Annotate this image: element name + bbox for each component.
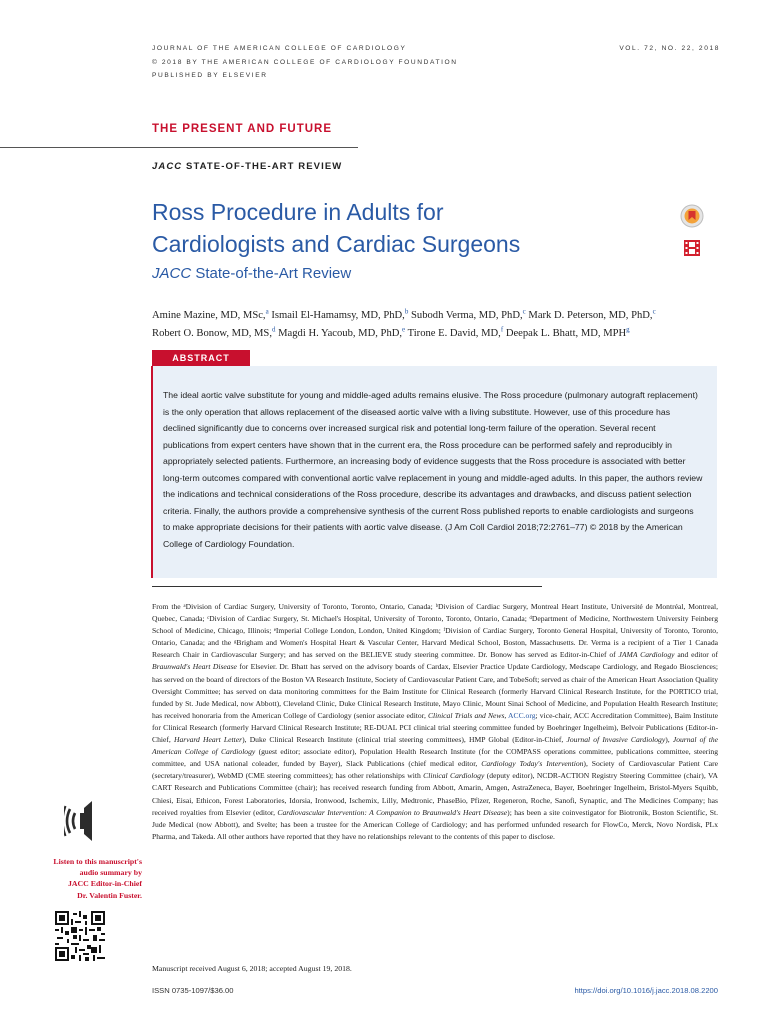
subtitle-rest: State-of-the-Art Review <box>191 265 352 282</box>
author: Amine Mazine, MD, MSc,$^a$ <box>152 307 269 321</box>
issn: ISSN 0735-1097/$36.00 <box>152 986 234 995</box>
crossmark-icon[interactable] <box>680 204 704 233</box>
author-list <box>152 304 722 341</box>
section-label: THE PRESENT AND FUTURE <box>152 123 333 135</box>
author: Ismail El-Hamamsy, MD, PhD,$^b$ <box>271 307 409 321</box>
acc-link[interactable]: ACC.org <box>508 710 536 720</box>
volume-info: VOL. 72, NO. 22, 2018 <box>619 45 720 52</box>
article-subtitle <box>152 265 351 282</box>
author: Magdi H. Yacoub, MD, PhD,$^e$ <box>278 325 406 340</box>
affiliations-disclosures: From the ᵃDivision of Cardiac Surgery, University of Toronto, Toronto, Ontario, Canada; ᵇDivision of Cardiac Surgery, Montreal Heart Institute, Université de Montréal, Montreal, Quebec, Canada; ᶜDivision of Cardiac Surgery, St. Michael's Hospital, University of Toronto, Toronto, Ontario, Canada; ᵈDepartment of Medicine, Northwestern University Feinberg School of Medicine, Chicago, Illinois; ᵉImperial College London, London, United Kingdom; ᶠDivision of Cardiac Surgery, Toronto General Hospital, University of Toronto, Toronto, Ontario, Canada; and the ᵍBrigham and Women's Hospital Heart & Vascular Center, Harvard Medical School, Boston, Massachusetts. Dr. Verma is a recipient of a Tier 1 Canada Research Chair in Cardiovascular Surgery; and has served on the BELIEVE study steering committee. Dr. Bonow has served as Editor-in-Chief of JAMA Cardiology and editor of Braunwald's Heart Disease for Elsevier. Dr. Bhatt has served on the advisory boards of Cardax, Elsevier Practice Update Cardiology, Medscape Cardiology, and Regado Biosciences; has served on the board of directors of the Boston VA Research Institute, Society of Cardiovascular Patient Care, and TobeSoft; served as chair of the American Heart Association Quality Oversight Committee; has served on data monitoring committees for the Baim Institute for Clinical Research (formerly Harvard Clinical Research Institute, for the PORTICO trial, funded by St. Jude Medical, now Abbott), Cleveland Clinic, Duke Clinical Research Institute, Mayo Clinic, Mount Sinai School of Medicine, and Population Health Research Institute; has received honoraria from the American College of Cardiology (senior associate editor, Clinical Trials and News, ACC.org; vice-chair, ACC Accreditation Committee), Baim Institute for Clinical Research (formerly Harvard Clinical Research Institute; RE-DUAL PCI clinical trial steering committee funded by Boehringer Ingelheim), Belvoir Publications (Editor-in-Chief, Harvard Heart Letter), Duke Clinical Research Institute (clinical trial steering committees), HMP Global (Editor-in-Chief, Journal of Invasive Cardiology), Journal of the American College of Cardiology (guest editor; associate editor), Population Health Research Institute (for the COMPASS operations committee, publications committee, steering committee, and USA national coleader, funded by Bayer), Slack Publications (chief medical editor, Cardiology Today's Intervention), Society of Cardiovascular Patient Care (secretary/treasurer), WebMD (CME steering committees); has other relationships with Clinical Cardiology (deputy editor), NCDR-ACTION Registry Steering Committee (chair), VA CART Research and Publications Committee (chair); has received research funding from Abbott, Amarin, Amgen, AstraZeneca, Bayer, Boehringer Ingelheim, Bristol-Myers Squibb, Chiesi, Eisai, Ethicon, Forest Laboratories, Idorsia, Ironwood, Ischemix, Lilly, Medtronic, PhaseBio, Pfizer, Regeneron, Roche, Sanofi, Synaptic, and The Medicines Company; has received royalties from Elsevier (editor, Cardiovascular Intervention: A Companion to Braunwald's Heart Disease); has been a site coinvestigator for Biotronik, Boston Scientific, St. Jude Medical (now Abbott), and Svelte; has been a trustee for the American College of Cardiology; and has performed unfunded research for FlowCo, Merck, Novo Nordisk, PLx Pharma, and Takeda. All other authors have reported that they have no relationships relevant to the contents of this paper to disclose. <box>152 602 719 841</box>
article-title <box>152 196 632 260</box>
audio-summary-note[interactable]: Listen to this manuscript's audio summary by JACC Editor-in-Chief Dr. Valentin Fuster. <box>53 857 142 900</box>
author: Subodh Verma, MD, PhD,$^c$ <box>411 307 526 321</box>
copyright-line: © 2018 BY THE AMERICAN COLLEGE OF CARDIOLOGY FOUNDATION <box>152 59 458 66</box>
author: Deepak L. Bhatt, MD, MPH$^g$ <box>505 325 630 340</box>
subtitle-italic: JACC <box>152 265 192 282</box>
qr-code-icon[interactable] <box>55 911 105 966</box>
video-icon[interactable] <box>683 239 701 262</box>
doi-link[interactable]: https://doi.org/10.1016/j.jacc.2018.08.2200 <box>574 986 718 995</box>
abstract-text: The ideal aortic valve substitute for young and middle-aged adults remains elusive. The Ross procedure (pulmonary autograft replacement) is the only operation that allows replacement of the diseased aortic valve with a living substitute. However, use of this procedure has declined significantly due to concerns over increased surgical risk and potential long-term failure of the operation. Several recent publications from expert centers have shown that in the current era, the Ross procedure can be performed safely and reproducibly in appropriately selected patients. Furthermore, an increasing body of evidence suggests that the Ross procedure is associated with better long-term outcomes compared with conventional aortic valve replacement in young and middle-aged adults. In this paper, the authors review the indications and technical considerations of the Ross procedure, describe its advantages and drawbacks, and discuss patient selection criteria. Finally, the authors provide a comprehensive synthesis of the current Ross published reports to enable cardiologists and surgeons to make appropriate decisions for their patients with aortic valve disease. (J Am Coll Cardiol 2018;72:2761–77) © 2018 by the American College of Cardiology Foundation. <box>163 390 703 549</box>
title-line-2: Cardiologists and Cardiac Surgeons <box>152 231 521 257</box>
title-line-1: Ross Procedure in Adults for <box>152 199 444 225</box>
series-label <box>152 161 342 172</box>
speaker-icon[interactable] <box>64 798 110 849</box>
author: Tirone E. David, MD,$^f$ <box>407 325 504 340</box>
author: Robert O. Bonow, MD, MS,$^d$ <box>152 325 276 340</box>
author: Mark D. Peterson, MD, PhD,$^c$ <box>528 307 656 321</box>
journal-name: JOURNAL OF THE AMERICAN COLLEGE OF CARDIOLOGY <box>152 45 407 52</box>
manuscript-received: Manuscript received August 6, 2018; accepted August 19, 2018. <box>152 964 352 973</box>
section-rule <box>0 147 358 148</box>
footnote-divider <box>152 586 542 587</box>
series-italic: JACC <box>152 161 183 172</box>
abstract-label: ABSTRACT <box>152 350 250 366</box>
publisher-line: PUBLISHED BY ELSEVIER <box>152 72 268 79</box>
series-rest: STATE-OF-THE-ART REVIEW <box>182 161 343 172</box>
